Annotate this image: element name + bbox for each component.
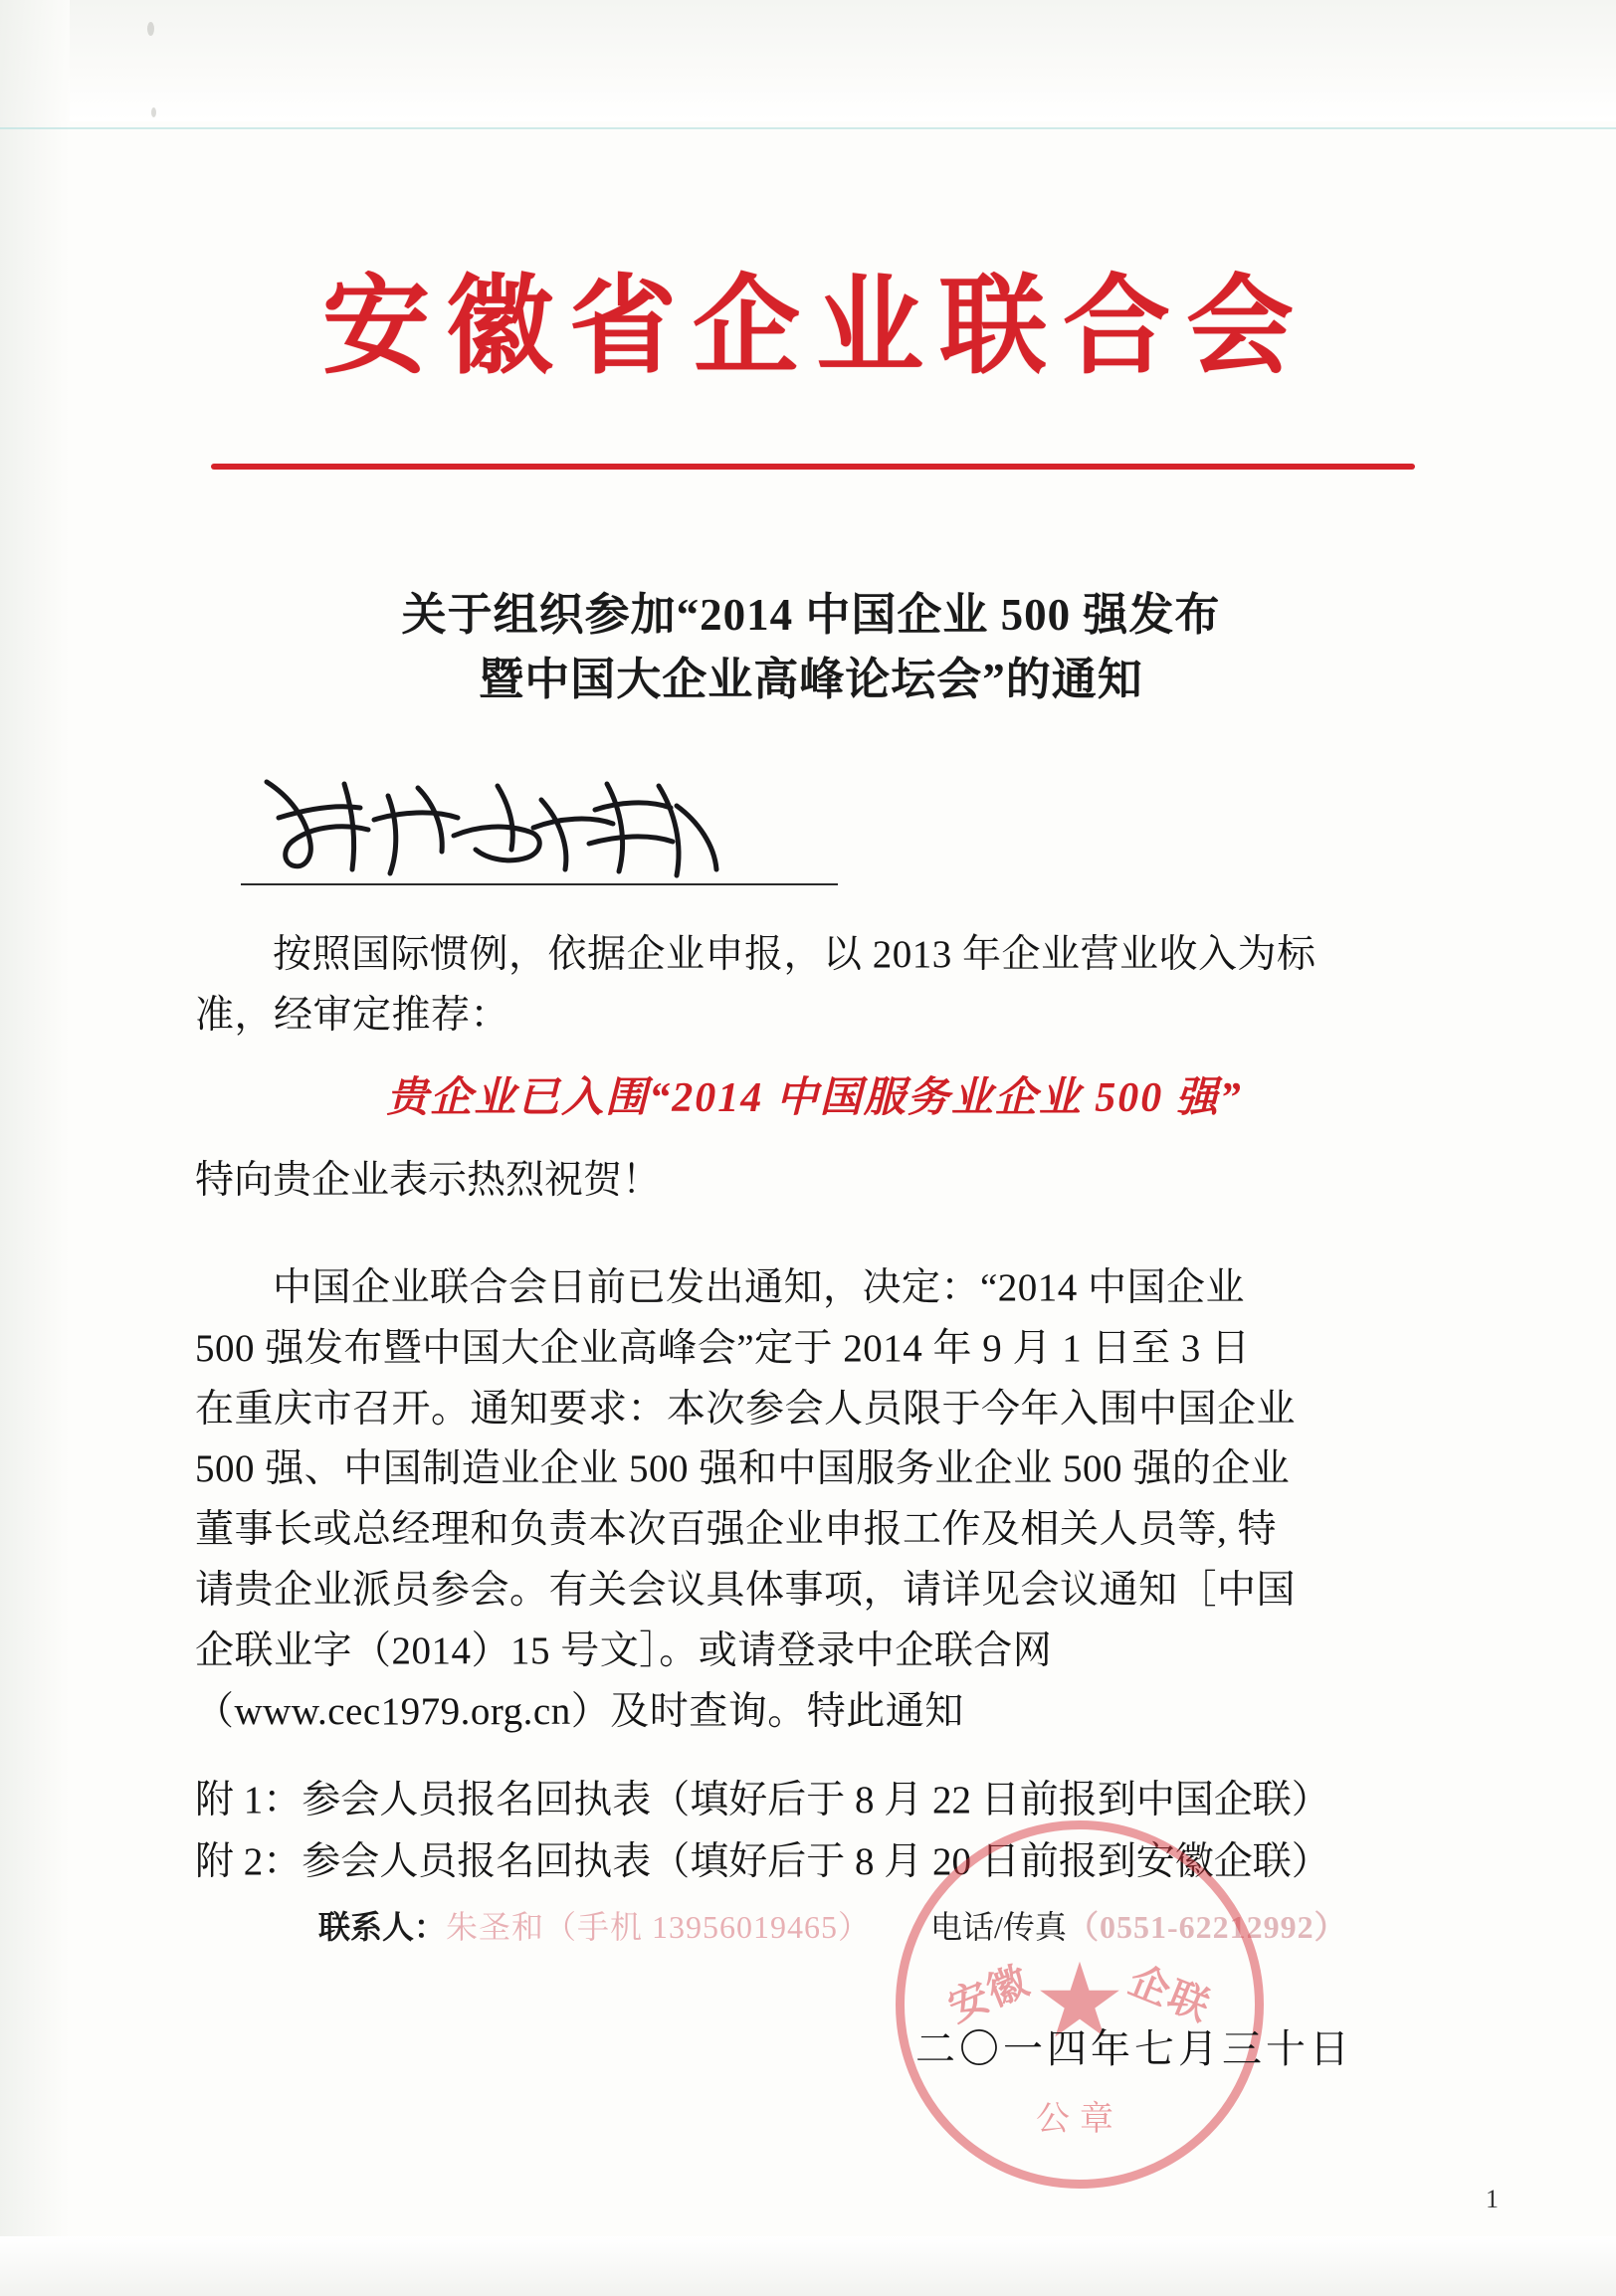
attachment-two: 附 2：参会人员报名回执表（填好后于 8 月 20 日前报到安徽企联） [195, 1840, 1330, 1883]
congratulation-line: 特向贵企业表示热烈祝贺！ [195, 1159, 662, 1202]
letterhead-divider [211, 464, 1415, 470]
paragraph-two-line-3: 在重庆市召开。通知要求：本次参会人员限于今年入围中国企业 [195, 1387, 1297, 1431]
seal-bottom-text: 公章 [1036, 2101, 1123, 2138]
scan-top-edge [0, 0, 1616, 121]
scan-bottom-edge [0, 2236, 1616, 2296]
page-title [199, 583, 1423, 713]
handwritten-signature [249, 766, 806, 895]
phone-label: 电话/传真 [930, 1909, 1067, 1945]
scan-speck [151, 107, 156, 117]
paragraph-two-line-8: （www.cec1979.org.cn）及时查询。特此通知 [195, 1689, 964, 1733]
paragraph-one-line-2: 准，经审定推荐： [195, 993, 510, 1037]
page-number: 1 [1486, 2185, 1499, 2213]
paragraph-two-line-1: 中国企业联合会日前已发出通知，决定：“2014 中国企业 [273, 1266, 1246, 1309]
paragraph-two-line-7: 企联业字（2014）15 号文］。或请登录中企联合网 [195, 1628, 1053, 1672]
paragraph-two-line-4: 500 强、中国制造业企业 500 强和中国服务业企业 500 强的企业 [195, 1447, 1291, 1491]
letterhead-title: 安徽省企业联合会 [321, 269, 1310, 387]
scan-speck [147, 22, 154, 36]
paragraph-one-line-1: 按照国际惯例，依据企业申报，以 2013 年企业营业收入为标 [273, 933, 1316, 976]
title-line-1: 关于组织参加“2014 中国企业 500 强发布 [401, 590, 1221, 640]
paragraph-two-line-5: 董事长或总经理和负责本次百强企业申报工作及相关人员等, 特 [195, 1508, 1278, 1552]
seal-left-text: 安徽 [941, 1957, 1037, 2030]
scan-artifact-line [0, 127, 1616, 129]
official-seal [896, 1820, 1264, 2189]
contact-label: 联系人： [318, 1909, 447, 1945]
title-line-2: 暨中国大企业高峰论坛会”的通知 [479, 655, 1143, 705]
signature-rule [241, 883, 838, 885]
paragraph-two-line-6: 请贵企业派员参会。有关会议具体事项，请详见会议通知［中国 [195, 1569, 1297, 1613]
phone-value: （0551-62212992） [1066, 1909, 1347, 1945]
seal-right-text: 企联 [1122, 1957, 1218, 2030]
contact-name: 朱圣和（手机 13956019465） [446, 1909, 872, 1945]
paragraph-two-line-2: 500 强发布暨中国大企业高峰会”定于 2014 年 9 月 1 日至 3 日 [195, 1326, 1251, 1370]
seal-star-icon: ★ [1033, 1944, 1126, 2059]
seal-inner-ring [905, 1829, 1255, 2180]
attachment-one: 附 1：参会人员报名回执表（填好后于 8 月 22 日前报到中国企联） [195, 1779, 1330, 1821]
highlight-statement: 贵企业已入围“2014 中国服务业企业 500 强” [386, 1075, 1243, 1121]
document-date: 二〇一四年七月三十日 [915, 2026, 1353, 2071]
paragraph-one [195, 925, 1434, 1047]
paragraph-two [195, 1258, 1434, 1743]
